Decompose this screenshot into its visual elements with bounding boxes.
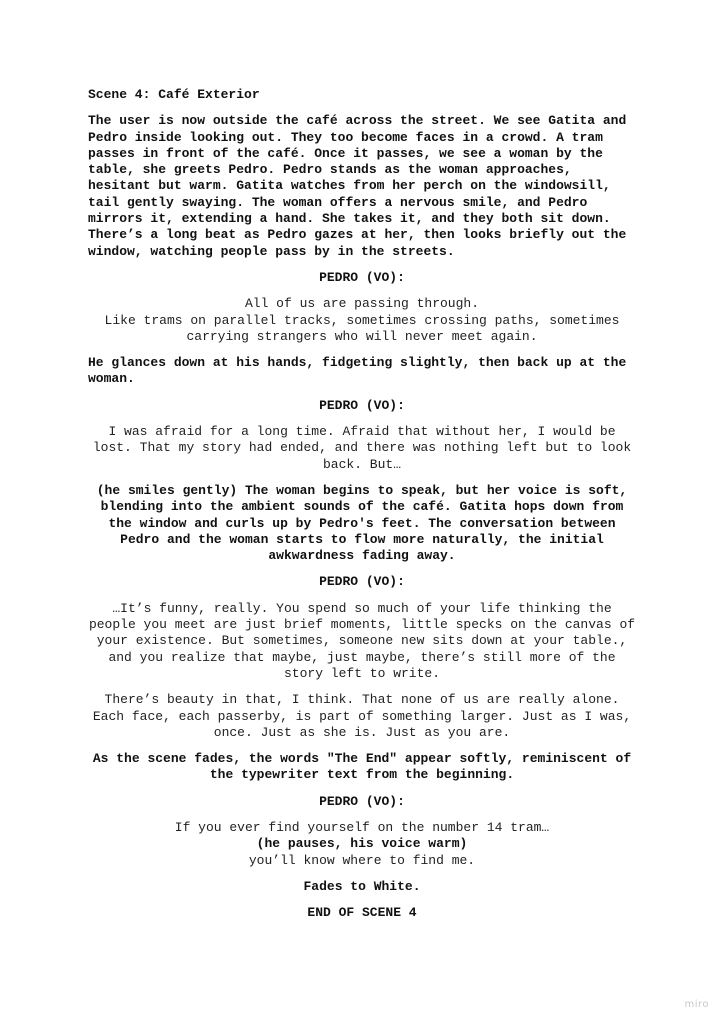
dialogue-line: There’s beauty in that, I think. That none of us are really alone. Each face, each passerby, is part of something larger. Just as I was, once. Just as she is. Just as you are. [92, 692, 632, 740]
character-cue-pedro: PEDRO (VO): [319, 397, 405, 413]
dialogue-its-funny [88, 601, 636, 682]
action-woman-speaks: (he smiles gently) The woman begins to speak, but her voice is soft, blending into the ambient sounds of the café. Gatita hops down from the window and curls up by Pedro's feet. The conversation between Pedro and the woman starts to flow more naturally, the initial awkwardness fading away. [96, 482, 628, 564]
action-cafe-exterior: The user is now outside the café across the street. We see Gatita and Pedro inside looking out. They too become faces in a crowd. A tram passes in front of the café. Once it passes, we see a woman by the table, she greets Pedro. Pedro stands as the woman approaches, hesitant but warm. Gatita watches from her perch on the windowsill, tail gently swaying. The woman offers a nervous smile, and Pedro mirrors it, extending a hand. She takes it, and they both sit down. There’s a long beat as Pedro gazes at her, then looks briefly out the window, watching people pass by in the streets. [88, 113, 627, 259]
dialogue-line: Like trams on parallel tracks, sometimes crossing paths, sometimes carrying strangers who will never meet again. [104, 312, 620, 344]
dialogue-passing-through [88, 296, 636, 345]
transition-end-of-scene: END OF SCENE 4 [307, 905, 417, 921]
dialogue-line: If you ever find yourself on the number 14 tram… [174, 819, 550, 835]
script-content [88, 87, 636, 931]
character-cue-pedro: PEDRO (VO): [319, 269, 405, 285]
parenthetical: (he pauses, his voice warm) [256, 836, 468, 852]
miro-watermark: miro [684, 999, 709, 1010]
dialogue-line: I was afraid for a long time. Afraid that without her, I would be lost. That my story had ended, and there was nothing left but to look back. But… [92, 424, 632, 472]
dialogue-line: …It’s funny, really. You spend so much of your life thinking the people you meet are just brief moments, little specks on the canvas of your existence. But sometimes, someone new sits down at your table., and you realize that maybe, just maybe, there’s still more of the story left to write. [88, 600, 636, 681]
scene-heading: Scene 4: Café Exterior [88, 87, 260, 102]
transition-fades-to-white: Fades to White. [303, 878, 421, 894]
character-cue-pedro: PEDRO (VO): [319, 793, 405, 809]
dialogue-beauty [88, 692, 636, 741]
character-cue-pedro: PEDRO (VO): [319, 574, 405, 590]
dialogue-line: you’ll know where to find me. [248, 852, 476, 868]
dialogue-tram-14 [88, 820, 636, 869]
action-glances-down: He glances down at his hands, fidgeting slightly, then back up at the woman. [88, 355, 627, 387]
dialogue-afraid [88, 424, 636, 473]
action-scene-fades: As the scene fades, the words "The End" appear softly, reminiscent of the typewriter text from the beginning. [92, 751, 632, 783]
dialogue-line: All of us are passing through. [244, 296, 480, 312]
